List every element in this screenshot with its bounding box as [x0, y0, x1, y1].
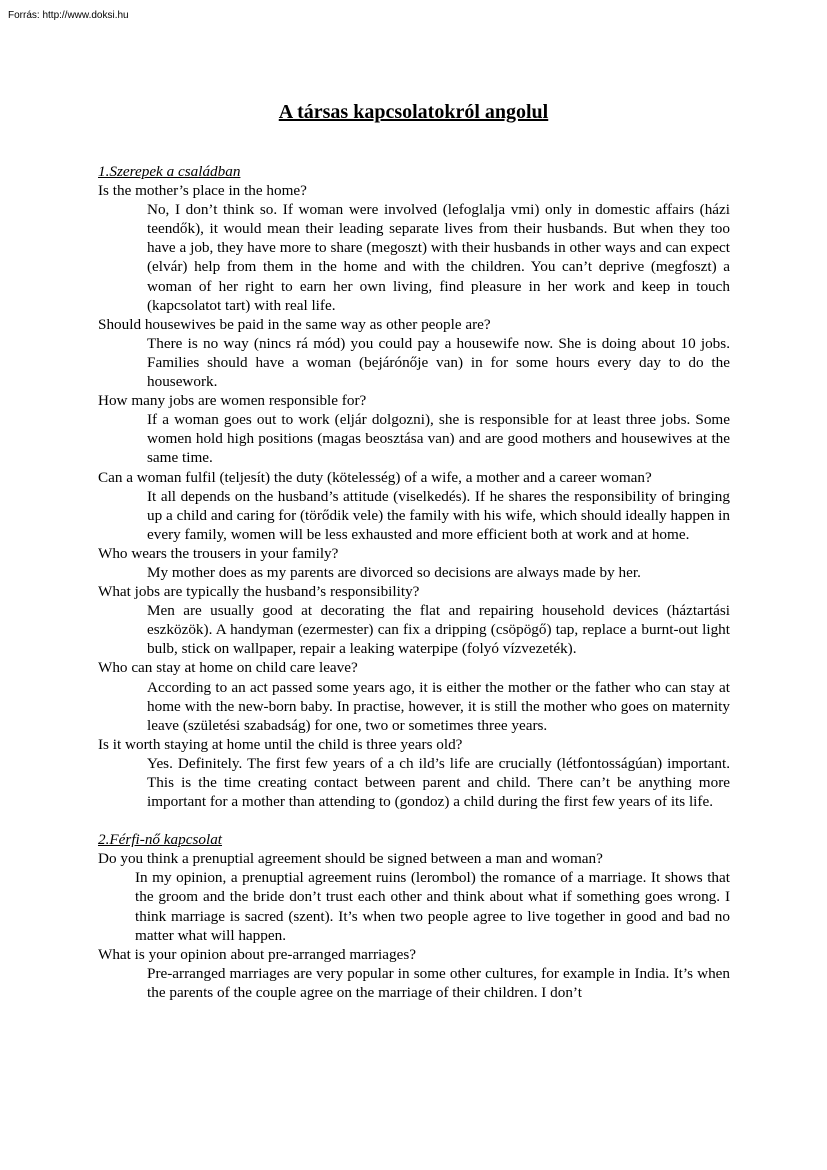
- question: Is it worth staying at home until the child is three years old?: [98, 735, 463, 753]
- answer: According to an act passed some years ago, it is either the mother or the father who can stay at home with the new-born baby. In practise, however, it is still the mother who goes on maternity leave (születési szabadság) for one, two or sometimes three years.: [147, 678, 730, 734]
- answer: No, I don’t think so. If woman were involved (lefoglalja vmi) only in domestic affairs (házi teendők), it would mean their leading separate lives from their husbands. But when they too have a job, they have more to share (megoszt) with their husbands in other ways and can expect (elvár) help from them in the home and with the children. You can’t deprive (megfoszt) a woman of her right to earn her own living, find pleasure in her work and keep in touch (kapcsolatot tart) with real life.: [147, 201, 730, 314]
- answer: Pre-arranged marriages are very popular in some other cultures, for example in India. It’s when the parents of the couple agree on the marriage of their children. I don’t: [147, 964, 730, 1001]
- question: Who can stay at home on child care leave?: [98, 659, 358, 677]
- answer: In my opinion, a prenuptial agreement ruins (lerombol) the romance of a marriage. It shows that the groom and the bride don’t trust each other and think about what if something goes wrong. I think marriage is sacred (szent). It’s when two people agree to live together in good and bad no matter what will happen.: [135, 869, 730, 944]
- page-title: A társas kapcsolatokról angolul: [278, 101, 549, 123]
- answer: Yes. Definitely. The first few years of a ch ild’s life are crucially (létfontosságúan) important. This is the time creating contact between parent and child. There can’t be anything more important for a mother than attending to (gondoz) a child during the first few years of its life.: [147, 754, 730, 811]
- question: Do you think a prenuptial agreement should be signed between a man and woman?: [98, 850, 603, 868]
- question: Who wears the trousers in your family?: [98, 544, 339, 562]
- source-note: Forrás: http://www.doksi.hu: [8, 10, 129, 21]
- document-body: [98, 162, 730, 1002]
- answer: My mother does as my parents are divorced so decisions are always made by her.: [147, 563, 641, 581]
- section-heading-roles: 1.Szerepek a családban: [98, 163, 241, 180]
- answer: If a woman goes out to work (eljár dolgozni), she is responsible for at least three jobs. Some women hold high positions (magas beosztása van) and are good mothers and housewives at the same time.: [147, 411, 730, 467]
- question: Should housewives be paid in the same way as other people are?: [98, 315, 491, 333]
- question: What is your opinion about pre-arranged marriages?: [98, 945, 416, 963]
- answer: It all depends on the husband’s attitude (viselkedés). If he shares the responsibility of bringing up a child and caring for (törődik vele) the family with his wife, which should ideally happen in every family, women will be less exhausted and more efficient both at work and at home.: [147, 487, 730, 543]
- answer: There is no way (nincs rá mód) you could pay a housewife now. She is doing about 10 jobs. Families should have a woman (bejárónője van) in for some hours every day to do the housework.: [147, 334, 730, 391]
- question: How many jobs are women responsible for?: [98, 392, 367, 410]
- question: What jobs are typically the husband’s responsibility?: [98, 583, 420, 601]
- section-heading-relationship: 2.Férfi-nő kapcsolat: [98, 831, 223, 849]
- question: Is the mother’s place in the home?: [98, 182, 307, 200]
- answer: Men are usually good at decorating the flat and repairing household devices (háztartási eszközök). A handyman (ezermester) can fix a dripping (csöpögő) tap, replace a burnt-out light bulb, stick on wallpaper, repair a leaking waterpipe (folyó vízvezeték).: [147, 602, 730, 658]
- question: Can a woman fulfil (teljesít) the duty (kötelesség) of a wife, a mother and a career woman?: [98, 468, 652, 486]
